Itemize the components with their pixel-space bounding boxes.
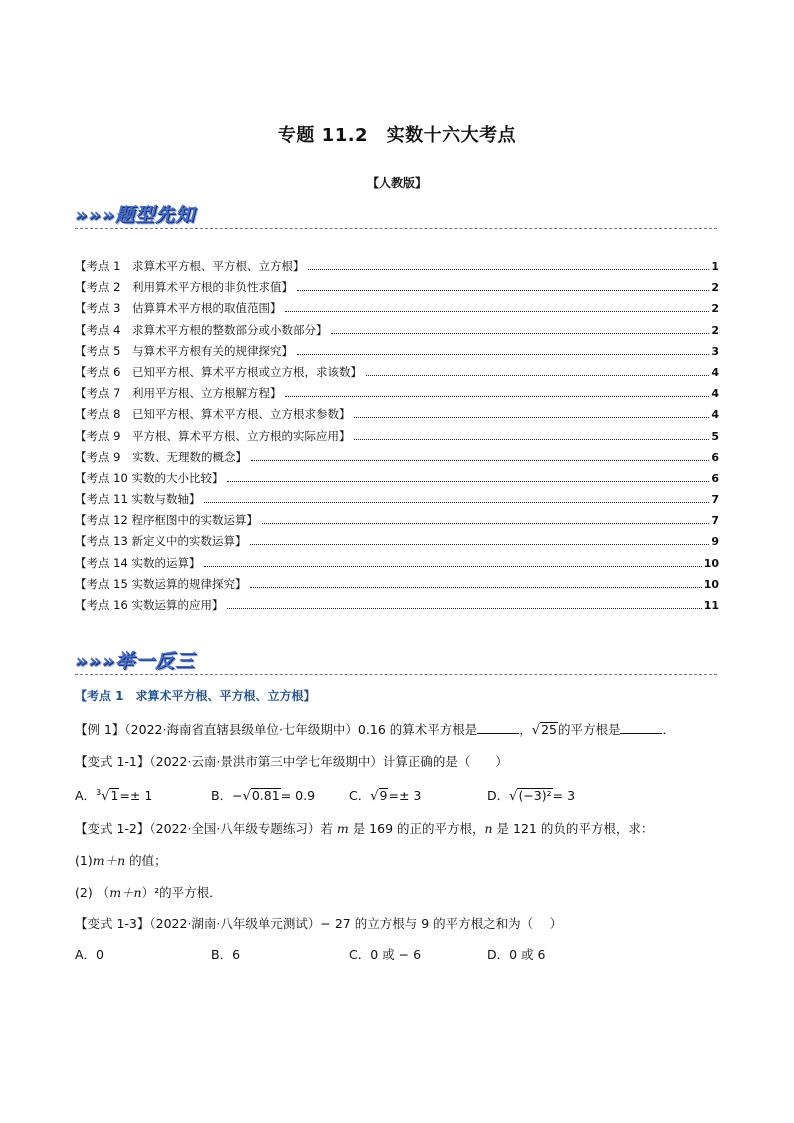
option-letter: D． [487, 788, 510, 803]
option-rest: = 3 [552, 788, 576, 803]
toc-entry[interactable] [75, 343, 719, 364]
sqrt-sign: √ [370, 789, 379, 804]
toc-page-number: 10 [703, 556, 719, 570]
option-letter: B．− [211, 788, 243, 803]
toc-entry[interactable] [75, 597, 719, 618]
toc-label: 【考点 6 已知平方根、算术平方根或立方根，求该数】 [75, 364, 362, 379]
toc-page-number: 10 [703, 577, 719, 591]
banner-text: »»»题型先知 [75, 204, 196, 226]
toc-page-number: 1 [711, 260, 719, 273]
expression: m＋n [109, 885, 142, 900]
toc-page-number: 2 [711, 281, 719, 295]
toc-leader [297, 290, 709, 291]
toc-leader [285, 396, 709, 397]
toc-page-number: 7 [711, 514, 719, 528]
variant-text: 是 121 的负的平方根，求： [492, 821, 654, 836]
toc-leader [262, 523, 709, 524]
section-banner-overview [75, 200, 195, 226]
toc-label: 【考点 12 程序框图中的实数运算】 [75, 513, 258, 528]
variant-1-1: 【变式 1-1】（2022·云南·景洪市第三中学七年级期中）计算正确的是（ ） [75, 754, 508, 769]
toc-entry[interactable] [75, 512, 719, 533]
toc-label: 【考点 7 利用平方根、立方根解方程】 [75, 386, 282, 401]
toc-entry[interactable] [75, 406, 719, 427]
question-1 [75, 851, 167, 869]
radicand: 0.81 [251, 788, 280, 803]
toc-page-number: 4 [711, 408, 719, 422]
option-a [75, 786, 152, 804]
option-d [487, 786, 575, 804]
option-letter: A． [75, 788, 97, 803]
toc-label: 【考点 9 平方根、算术平方根、立方根的实际应用】 [75, 428, 351, 443]
option-d: D．0 或 6 [487, 947, 546, 962]
toc-page-number: 6 [711, 471, 719, 485]
sqrt-sign: √ [509, 789, 518, 804]
toc-label: 【考点 11 实数与数轴】 [75, 492, 201, 507]
punctuation: ， [519, 722, 532, 737]
root-index: 3 [96, 787, 102, 797]
radicand: 1 [110, 788, 119, 803]
toc-label: 【考点 10 实数的大小比较】 [75, 470, 224, 485]
toc-label: 【考点 13 新定义中的实数运算】 [75, 534, 247, 549]
question-2 [75, 883, 222, 901]
variable-n: n [484, 821, 493, 836]
toc-page-number: 3 [711, 344, 719, 358]
toc-leader [308, 269, 709, 270]
toc-leader [366, 375, 709, 376]
toc-label: 【考点 14 实数的运算】 [75, 555, 201, 570]
toc-label: 【考点 5 与算术平方根有关的规律探究】 [75, 343, 293, 358]
toc-entry[interactable] [75, 576, 719, 597]
option-c: C．0 或 − 6 [349, 947, 422, 962]
toc-label: 【考点 9 实数、无理数的概念】 [75, 449, 247, 464]
toc-page-number: 9 [711, 535, 719, 549]
toc-entry[interactable] [75, 322, 719, 343]
toc-page-number: 11 [703, 599, 719, 612]
question-number: (2) （ [75, 885, 110, 900]
toc-leader [250, 544, 709, 545]
variant-1-3: 【变式 1-3】（2022·湖南·八年级单元测试）− 27 的立方根与 9 的平方根之和为（ ） [75, 916, 563, 931]
toc-page-number: 2 [711, 323, 719, 337]
toc-page-number: 7 [711, 493, 719, 507]
option-b: B．6 [211, 947, 241, 962]
toc-label: 【考点 4 求算术平方根的整数部分或小数部分】 [75, 322, 328, 337]
toc-label: 【考点 1 求算术平方根、平方根、立方根】 [75, 259, 305, 273]
example-text: 的平方根是 [557, 722, 621, 737]
toc-entry[interactable] [75, 279, 719, 300]
variable-m: m [336, 821, 349, 836]
toc-label: 【考点 3 估算算术平方根的取值范围】 [75, 301, 282, 316]
answer-blank [477, 721, 519, 734]
toc-page-number: 6 [711, 450, 719, 464]
toc-label: 【考点 2 利用算术平方根的非负性求值】 [75, 280, 293, 295]
toc-entry[interactable] [75, 533, 719, 554]
toc-label: 【考点 16 实数运算的应用】 [75, 598, 224, 612]
toc-page-number: 2 [711, 302, 719, 316]
banner-text: »»»举一反三 [75, 650, 196, 672]
option-rest: =± 3 [388, 788, 422, 803]
variant-1-2 [75, 819, 653, 837]
table-of-contents [75, 258, 719, 618]
toc-entry[interactable] [75, 428, 719, 449]
toc-leader [285, 311, 709, 312]
toc-leader [354, 439, 709, 440]
toc-leader [354, 417, 709, 418]
divider [75, 228, 717, 229]
toc-entry[interactable] [75, 258, 719, 279]
example-1 [75, 720, 675, 738]
option-rest: =± 1 [119, 788, 153, 803]
toc-label: 【考点 8 已知平方根、算术平方根、立方根求参数】 [75, 407, 351, 422]
option-b [211, 786, 315, 804]
toc-entry[interactable] [75, 491, 719, 512]
toc-entry[interactable] [75, 449, 719, 470]
option-a: A．0 [75, 947, 105, 962]
toc-page-number: 5 [711, 429, 719, 443]
example-text: 【例 1】（2022·海南省直辖县级单位·七年级期中）0.16 的算术平方根是 [75, 722, 478, 737]
toc-label: 【考点 15 实数运算的规律探究】 [75, 576, 247, 591]
divider [75, 674, 717, 675]
toc-page-number: 4 [711, 365, 719, 379]
option-letter: C． [349, 788, 371, 803]
question-number: (1) [75, 853, 93, 868]
variant-text: 【变式 1-2】（2022·全国·八年级专题练习）若 [75, 821, 337, 836]
radicand: 9 [379, 788, 388, 803]
toc-entry[interactable] [75, 470, 719, 491]
toc-entry[interactable] [75, 364, 719, 385]
question-text: ）²的平方根． [141, 885, 222, 900]
question-text: 的值； [125, 853, 167, 868]
toc-entry[interactable] [75, 300, 719, 321]
edition-label: 【人教版】 [366, 176, 427, 190]
answer-blank [620, 721, 662, 734]
toc-leader [204, 502, 709, 503]
toc-entry[interactable] [75, 385, 719, 406]
page-title: 专题 11.2 实数十六大考点 [277, 125, 517, 146]
variant-text: 是 169 的正的平方根， [348, 821, 485, 836]
toc-entry[interactable] [75, 555, 719, 576]
toc-leader [204, 566, 701, 567]
option-rest: = 0.9 [280, 788, 316, 803]
toc-leader [227, 481, 709, 482]
sqrt-sign: √ [101, 789, 110, 804]
punctuation: ． [662, 722, 675, 737]
topic-heading: 【考点 1 求算术平方根、平方根、立方根】 [75, 689, 316, 703]
radicand: (−3)² [518, 788, 552, 803]
toc-leader [227, 608, 701, 609]
section-banner-practice [75, 646, 195, 672]
sqrt-sign: √ [531, 723, 541, 738]
sqrt-sign: √ [242, 789, 251, 804]
toc-leader [331, 333, 709, 334]
toc-page-number: 4 [711, 387, 719, 401]
toc-leader [250, 587, 701, 588]
expression: m＋n [92, 853, 126, 868]
toc-leader [297, 354, 709, 355]
radicand: 25 [541, 722, 557, 737]
option-c [349, 786, 421, 804]
toc-leader [251, 460, 709, 461]
